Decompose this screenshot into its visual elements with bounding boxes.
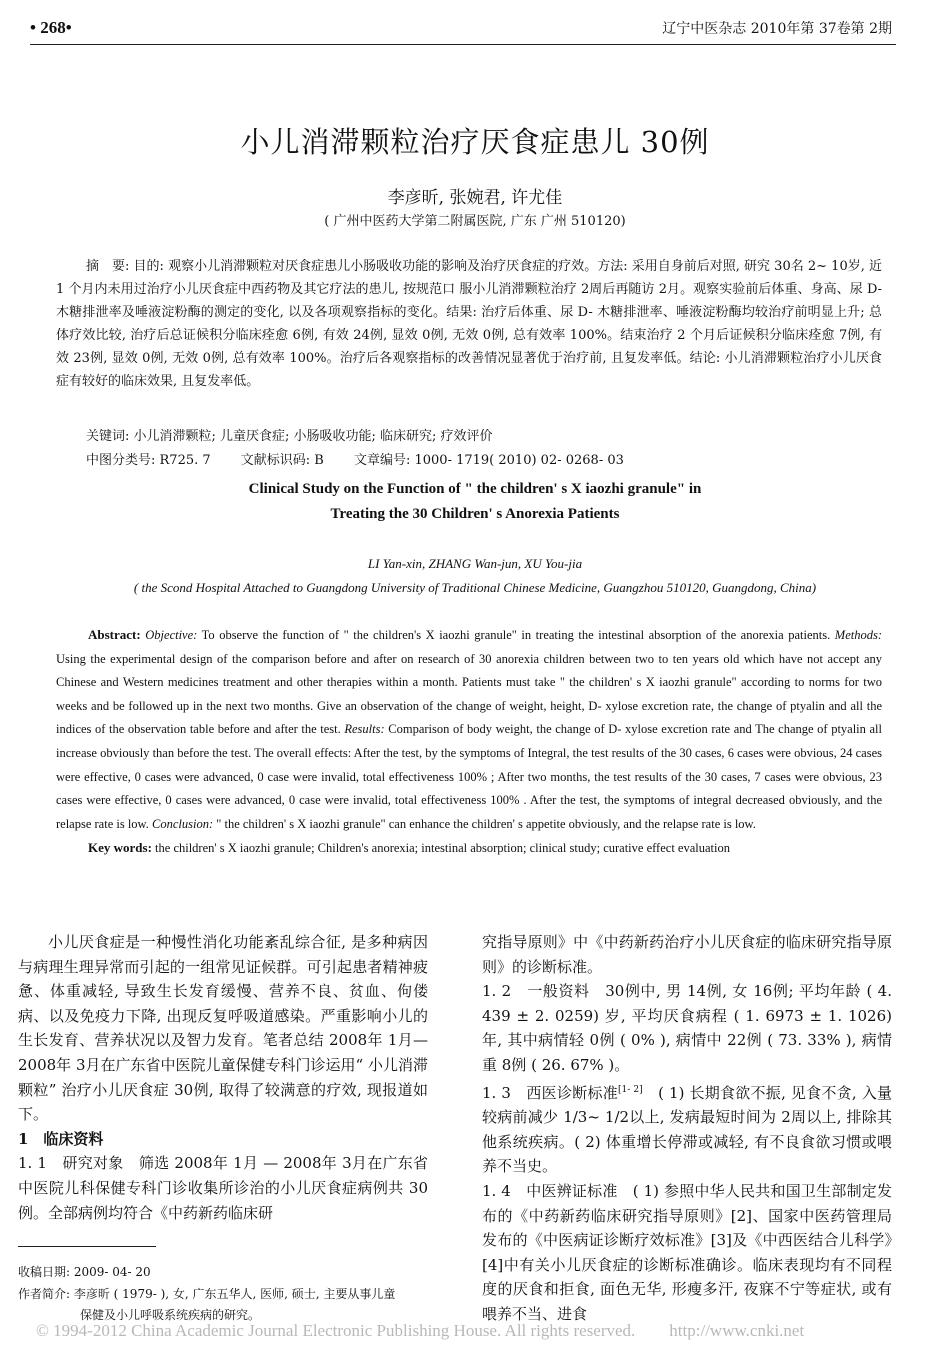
section-heading: 1 临床资料 bbox=[18, 1129, 104, 1148]
citation-ref: [1- 2] bbox=[618, 1084, 643, 1095]
received-date: 收稿日期: 2009- 04- 20 bbox=[18, 1265, 151, 1279]
english-authors: LI Yan-xin, ZHANG Wan-jun, XU You-jia bbox=[367, 556, 583, 571]
copyright-watermark: © 1994-2012 China Academic Journal Electronic Publishing House. All rights reserved. http://www.cnki.net bbox=[36, 1321, 805, 1340]
abstract-cn-text: 目的: 观察小儿消滞颗粒对厌食症患儿小肠吸收功能的影响及治疗厌食症的疗效。方法: 采用自身前后对照, 研究 30名 2~ 10岁, 近 1 个月内未用过治疗小儿厌食症中西药物及其它疗法的患儿, 按规范口 服小儿消滞颗粒治疗 2周后再随访 2月。观察实验前后体重、身高、尿 D- 木糖排泄率及唾液淀粉酶的测定的变化, 以及各项观察指标的变化。结果: 治疗后体重、尿 D- 木糖排泄率、唾液淀粉酶均较治疗前明显上升; 总体疗效比较, 治疗后总证候积分临床痊愈 6例, 有效 24例, 显效 0例, 无效 0例, 总有效率 100%。结束治疗 2 个月后证候积分临床痊愈 7例, 有效 23例, 显效 0例, 无效 0例, 总有效率 100%。治疗后各观察指标的改善情况显著优于治疗前, 且复发率低。结论: 小儿消滞颗粒治疗小儿厌食症有较好的临床效果, 且复发率低。 bbox=[56, 259, 882, 389]
header-rule bbox=[30, 44, 896, 45]
subsection-text: 30例中, 男 14例, 女 16例; 平均年龄 ( 4. 439 ± 2. 0259) 岁, 平均厌食病程 ( 1. 6973 ± 1. 1026) 年, 其中病情轻 0例 ( 0% ), 病情中 22例 ( 73. 33% ), 病情重 8例 ( 26. 67% )。 bbox=[482, 982, 892, 1074]
keywords-cn: 关键词: 小儿消滞颗粒; 儿童厌食症; 小肠吸收功能; 临床研究; 疗效评价 bbox=[86, 429, 493, 444]
keywords-en-text: the children' s X iaozhi granule; Children's anorexia; intestinal absorption; clinical study; curative effect evaluation bbox=[151, 841, 730, 856]
subsection-label: 1. 2 一般资料 bbox=[482, 982, 590, 1001]
subsection-text: ( 1) 长期食欲不振, 见食不贪, 入量较病前减少 1/3~ 1/2以上, 发病最短时间为 2周以上, 排除其他系统疾病。( 2) 体重增长停滞或减轻, 有不良食欲习惯或喂养不当史。 bbox=[482, 1083, 892, 1176]
author-bio-cont: 保健及小儿呼吸系统疾病的研究。 bbox=[80, 1308, 261, 1322]
subsection-text: 筛选 2008年 1月 — 2008年 3月在广东省中医院儿科保健专科门诊收集所诊治的小儿厌食症病例共 30例。全部病例均符合《中药新药临床研 bbox=[18, 1154, 429, 1222]
intro-paragraph: 小儿厌食症是一种慢性消化功能紊乱综合征, 是多种病因与病理生理异常而引起的一组常见证候群。可引起患者精神疲惫、体重减轻, 导致生长发育缓慢、营养不良、贫血、佝偻病、以及免疫力下降, 出现反复呼吸道感染。严重影响小儿的生长发育、营养状况以及智力发育。笔者总结 2008年 1月— 2008年 3月在广东省中医院儿童保健专科门诊运用“ 小儿消滞颗粒” 治疗小儿厌食症 30例, 取得了较满意的疗效, 现报道如下。 bbox=[18, 933, 428, 1124]
english-title-line1: Clinical Study on the Function of " the children' s X iaozhi granule" in bbox=[248, 481, 702, 497]
body-right-column bbox=[482, 930, 892, 1327]
body-left-column bbox=[18, 930, 428, 1225]
subsection-label: 1. 4 中医辨证标准 bbox=[482, 1181, 618, 1200]
page-number: • 268• bbox=[30, 18, 72, 37]
continued-paragraph: 究指导原则》中《中药新药治疗小儿厌食症的临床研究指导原则》的诊断标准。 bbox=[482, 933, 892, 976]
paper-title: 小儿消滞颗粒治疗厌食症患儿 30例 bbox=[240, 125, 710, 159]
conclusion-text: " the children' s X iaozhi granule" can enhance the children' s appetite obviously, and the relapse rate is low. bbox=[213, 816, 756, 831]
subsection-label: 1. 1 研究对象 bbox=[18, 1154, 124, 1173]
subsection-label: 1. 3 西医诊断标准 bbox=[482, 1083, 618, 1102]
objective-label: Objective: bbox=[145, 628, 198, 642]
authors: 李彦昕, 张婉君, 许尤佳 bbox=[387, 188, 563, 208]
results-text: Comparison of body weight, the change of D- xylose excretion rate and The change of ptyalin all increase obviously than before the test. The overall effects: After the test, by the symptoms of Integral, the test results of the 30 cases, 6 cases were obvious, 24 cases were effective, 0 cases were advanced, 0 case were invalid, total effectiveness 100% ; After two months, the test results of the 30 cases, 7 cases were obvious, 23 cases were effective, 0 cases were advanced, 0 case were invalid, total effectiveness 100% . After the test, the symptoms of integral decreased obviously, and the relapse rate is low. bbox=[56, 722, 883, 831]
abstract-cn bbox=[56, 255, 882, 393]
english-affiliation: ( the Scond Hospital Attached to Guangdong University of Traditional Chinese Medicine, Guangzhou 510120, Guangdong, China) bbox=[133, 580, 817, 595]
abstract-cn-label: 摘 要: bbox=[86, 259, 130, 274]
author-bio: 作者简介: 李彦昕 ( 1979- ), 女, 广东五华人, 医师, 硕士, 主要从事儿童 bbox=[18, 1287, 396, 1301]
objective-text: To observe the function of " the children's X iaozhi granule" in treating the intestinal absorption of the anorexia patients. bbox=[197, 628, 835, 642]
methods-text: Using the experimental design of the comparison before and after on research of 30 anorexia children between two to ten years old which have not accept any Chinese and Western medicines treatment and other therapies within a month. Patients must take " the children' s X iaozhi granule" according to norms for two weeks and be followed up in the next two months. Give an observation of the change of weight, height, D- xylose excretion rate, the change of ptyalin and all the indices of the observation table before and after the test. bbox=[56, 651, 882, 737]
classification: 中图分类号: R725. 7 文献标识码: B 文章编号: 1000- 1719( 2010) 02- 0268- 03 bbox=[86, 453, 624, 468]
keywords-en-label: Key words: bbox=[88, 840, 152, 856]
english-title-line2: Treating the 30 Children' s Anorexia Patients bbox=[330, 506, 620, 522]
conclusion-label: Conclusion: bbox=[152, 816, 214, 831]
subsection-text: ( 1) 参照中华人民共和国卫生部制定发布的《中药新药临床研究指导原则》[2]、国家中医药管理局发布的《中医病证诊断疗效标准》[3]及《中西医结合儿科学》[4]中有关小儿厌食症的诊断标准确诊。临床表现均有不同程度的厌食和拒食, 面色无华, 形瘦多汗, 夜寐不宁等症状, 或有喂养不当、进食 bbox=[482, 1181, 892, 1323]
results-label: Results: bbox=[344, 722, 385, 737]
methods-label: Methods: bbox=[834, 628, 882, 642]
abstract-en bbox=[56, 623, 882, 861]
affiliation: ( 广州中医药大学第二附属医院, 广东 广州 510120) bbox=[324, 214, 626, 229]
abstract-en-label: Abstract: bbox=[88, 627, 141, 642]
journal-header: 辽宁中医杂志 2010年第 37卷第 2期 bbox=[662, 21, 892, 37]
footnote-rule bbox=[18, 1246, 156, 1247]
